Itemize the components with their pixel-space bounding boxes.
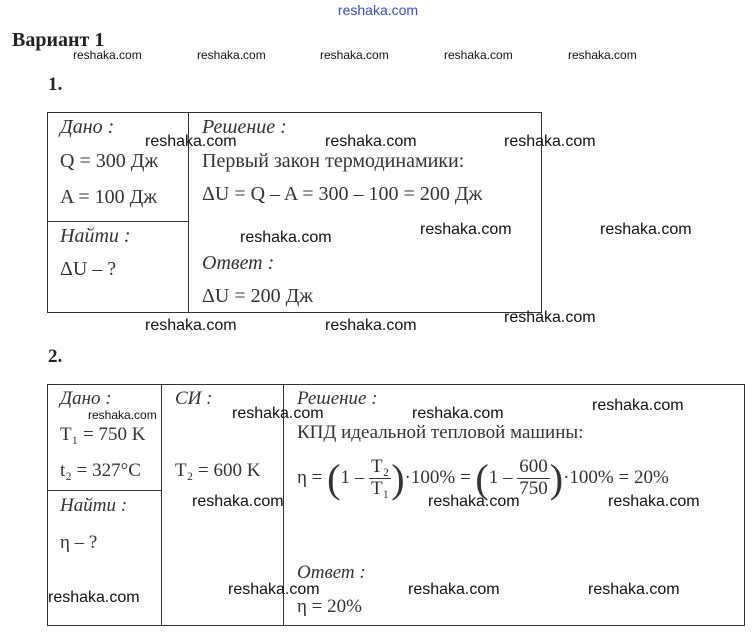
formula-lhs: η =	[297, 466, 323, 488]
solution-text: Первый закон термодинамики:	[202, 150, 465, 172]
problem-1-number: 1.	[48, 74, 63, 95]
watermark: reshaka.com	[412, 405, 504, 422]
answer-label: Ответ :	[202, 252, 275, 274]
watermark: reshaka.com	[592, 397, 684, 414]
watermark: reshaka.com	[145, 133, 237, 150]
find-label: Найти :	[60, 225, 131, 247]
find-value: η – ?	[60, 532, 98, 553]
watermark: reshaka.com	[320, 48, 389, 62]
efficiency-formula: η = (1 – $\frac{\text{T₂}}{\text{T₁}}$ )·100% = (1 – $\frac{600}{750}$ )·100% = 20%	[297, 456, 669, 501]
watermark: reshaka.com	[428, 493, 520, 510]
watermark: reshaka.com	[232, 405, 324, 422]
watermark: reshaka.com	[48, 589, 140, 606]
answer-value: ΔU = 200 Дж	[202, 285, 314, 307]
table-divider	[47, 490, 162, 491]
watermark: reshaka.com	[588, 581, 680, 598]
problem-2-number: 2.	[48, 346, 63, 367]
watermark: reshaka.com	[608, 493, 700, 510]
fraction-denominator: 750	[519, 478, 548, 499]
watermark: reshaka.com	[325, 317, 417, 334]
given-label: Дано :	[60, 388, 112, 409]
watermark: reshaka.com	[420, 221, 512, 238]
watermark: reshaka.com	[504, 133, 596, 150]
si-label: СИ :	[175, 388, 213, 409]
given-t1: T₁ = 750 K	[60, 424, 146, 445]
given-a: A = 100 Дж	[60, 186, 158, 208]
watermark: reshaka.com	[73, 48, 142, 62]
watermark: reshaka.com	[145, 317, 237, 334]
given-label: Дано :	[60, 116, 115, 138]
problem-1-table	[47, 112, 542, 313]
table-divider	[161, 384, 162, 625]
solution-formula: ΔU = Q – A = 300 – 100 = 200 Дж	[202, 183, 483, 205]
watermark: reshaka.com	[408, 581, 500, 598]
watermark: reshaka.com	[325, 133, 417, 150]
find-label: Найти :	[60, 495, 128, 516]
watermark: reshaka.com	[240, 229, 332, 246]
variant-title: Вариант 1	[12, 29, 105, 51]
watermark: reshaka.com	[504, 309, 596, 326]
si-value: T₂ = 600 K	[175, 460, 261, 481]
solution-label: Решение :	[297, 388, 378, 409]
fraction-t2-t1	[369, 457, 391, 500]
formula-mul: ·100% =	[404, 466, 471, 488]
watermark: reshaka.com	[192, 493, 284, 510]
table-divider	[47, 221, 189, 222]
formula-result: ·100% = 20%	[563, 466, 669, 488]
find-value: ΔU – ?	[60, 258, 117, 280]
solution-text: КПД идеальной тепловой машины:	[297, 422, 584, 443]
watermark: reshaka.com	[600, 221, 692, 238]
solution-label: Решение :	[202, 116, 287, 138]
answer-label: Ответ :	[297, 562, 366, 583]
formula-one: 1 –	[488, 466, 513, 488]
site-header-link[interactable]: reshaka.com	[337, 2, 419, 18]
fraction-600-750	[517, 457, 550, 500]
answer-value: η = 20%	[297, 596, 362, 617]
watermark: reshaka.com	[444, 48, 513, 62]
formula-one: 1 –	[340, 466, 365, 488]
fraction-numerator: 600	[519, 456, 548, 478]
watermark: reshaka.com	[88, 408, 157, 422]
fraction-denominator: T₁	[370, 478, 390, 499]
watermark: reshaka.com	[228, 581, 320, 598]
given-q: Q = 300 Дж	[60, 150, 159, 172]
given-t2: t₂ = 327°C	[60, 460, 141, 481]
watermark: reshaka.com	[568, 48, 637, 62]
watermark: reshaka.com	[197, 48, 266, 62]
fraction-numerator: T₂	[370, 456, 390, 478]
